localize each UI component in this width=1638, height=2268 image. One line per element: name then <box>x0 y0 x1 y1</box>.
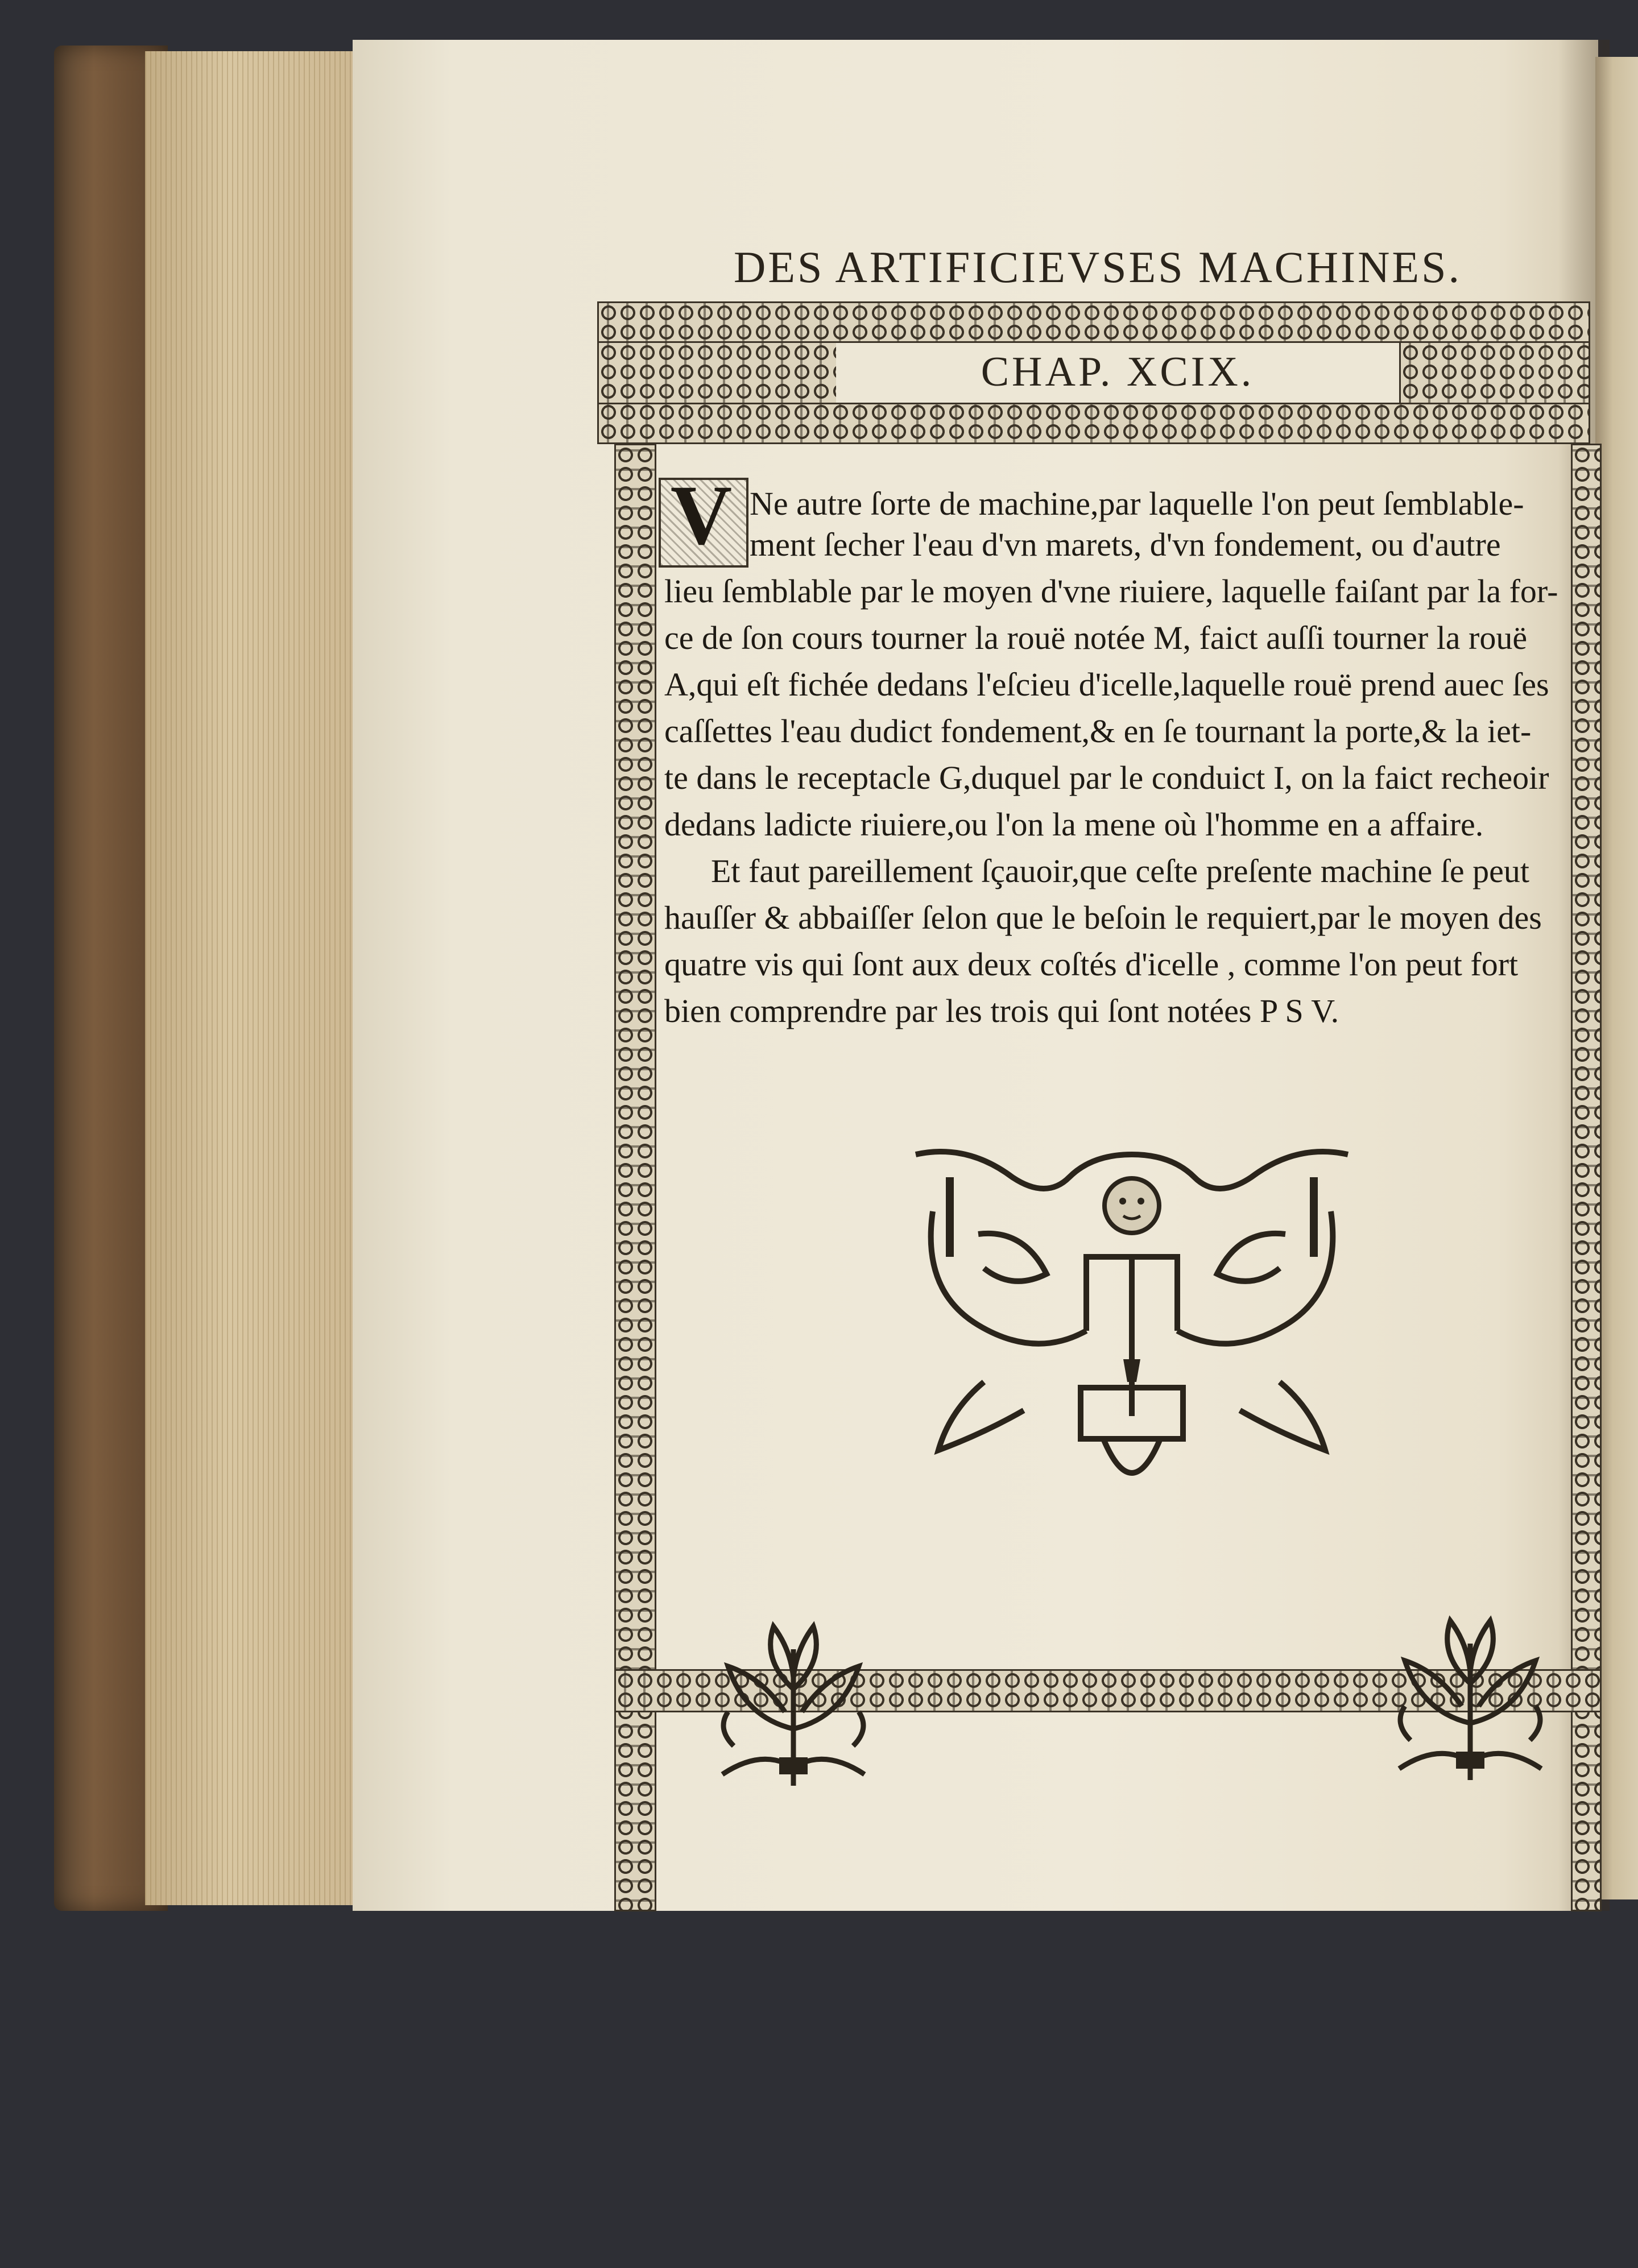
header-frame-bottom <box>597 401 1590 444</box>
text-line: A,qui eſt fichée dedans l'eſcieu d'icelle,laquelle rouë prend auec ſes <box>664 666 1549 703</box>
grotesque-mask-ornament <box>899 1143 1365 1507</box>
chapter-title: CHAP. XCIX. <box>981 349 1255 395</box>
facing-page-edge <box>1595 57 1638 1899</box>
header-frame-top <box>597 301 1590 345</box>
fleuron-ornament-right <box>1376 1609 1564 1797</box>
header-frame-right <box>1399 341 1590 404</box>
header-frame-left <box>597 341 839 404</box>
page-edges <box>145 51 355 1905</box>
fleuron-ornament-left <box>700 1615 887 1803</box>
text-line: hauſſer & abbaiſſer ſelon que le beſoin le requiert,par le moyen des <box>664 899 1542 936</box>
text-line: dedans ladicte riuiere,ou l'on la mene où l'homme en a affaire. <box>664 806 1484 843</box>
text-line: lieu ſemblable par le moyen d'vne riuiere, laquelle faiſant par la for- <box>664 573 1558 610</box>
text-line: ce de ſon cours tourner la rouë notée M, faict auſſi tourner la rouë <box>664 619 1528 656</box>
text-line: te dans le receptacle G,duquel par le conduict I, on la faict recheoir <box>664 759 1549 796</box>
drop-cap-letter: V <box>670 468 733 562</box>
text-line: Ne autre ſorte de machine,par laquelle l'on peut ſemblable- <box>750 485 1524 522</box>
running-title: DES ARTIFICIEVSES MACHINES. <box>734 242 1462 292</box>
text-line: quatre vis qui ſont aux deux coſtés d'icelle , comme l'on peut fort <box>664 946 1519 983</box>
text-line: Et faut pareillement ſçauoir,que ceſte preſente machine ſe peut <box>711 852 1529 889</box>
text-line: bien comprendre par les trois qui ſont notées P S V. <box>664 992 1339 1029</box>
text-line: ment ſecher l'eau d'vn marets, d'vn fondement, ou d'autre <box>750 526 1501 563</box>
text-line: caſſettes l'eau dudict fondement,& en ſe tournant la porte,& la iet- <box>664 713 1532 750</box>
